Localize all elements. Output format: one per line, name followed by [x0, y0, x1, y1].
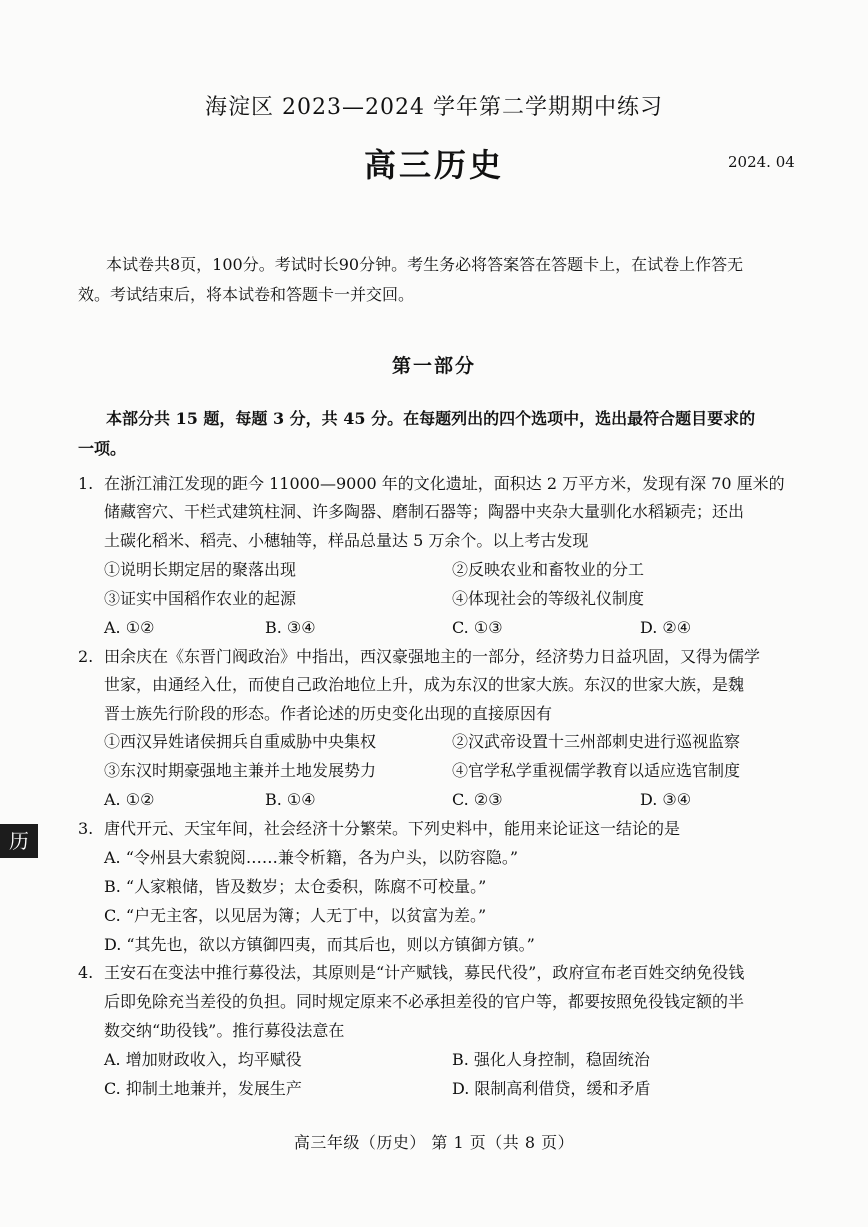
answer-option-c: C. “户无主客，以见居为簿；人无丁中，以贫富为差。” — [104, 906, 487, 925]
subject-side-tab: 历 — [0, 824, 38, 858]
section-intro-line-1: 本部分共 15 题，每题 3 分，共 45 分。在每题列出的四个选项中，选出最符合题目要求的 — [106, 409, 756, 428]
answer-option-c: C. ①③ — [452, 618, 503, 637]
answer-option-c: C. 抑制土地兼并，发展生产 — [104, 1079, 302, 1098]
question-text-line: 田余庆在《东晋门阀政治》中指出，西汉豪强地主的一部分，经济势力日益巩固，又得为儒学 — [104, 647, 761, 666]
answer-option-c: C. ②③ — [452, 790, 503, 809]
statement-item: ①西汉异姓诸侯拥兵自重威胁中央集权 — [104, 732, 377, 751]
question-text-line: 在浙江浦江发现的距今 11000—9000 年的文化遗址，面积达 2 万平方米，发现有深 70 厘米的 — [104, 474, 785, 493]
question-text-line: 数交纳“助役钱”。推行募役法意在 — [104, 1021, 345, 1040]
answer-option-b: B. ①④ — [265, 790, 316, 809]
question-text-line: 储藏窖穴、干栏式建筑柱洞、许多陶器、磨制石器等；陶器中夹杂大量驯化水稻颖壳；还出 — [104, 502, 745, 521]
exam-date: 2024. 04 — [728, 153, 795, 171]
answer-option-d: D. 限制高利借贷，缓和矛盾 — [452, 1079, 651, 1098]
question-number: 3. — [78, 819, 94, 838]
section-intro-line-2: 一项。 — [78, 439, 127, 458]
question-number: 1. — [78, 474, 94, 493]
instructions-line-1: 本试卷共8页，100分。考试时长90分钟。考生务必将答案答在答题卡上，在试卷上作答无 — [106, 255, 744, 274]
exam-header-title: 海淀区 2023—2024 学年第二学期期中练习 — [205, 95, 663, 120]
answer-option-b: B. “人家粮储，皆及数岁；太仓委积，陈腐不可校量。” — [104, 877, 487, 896]
section-title: 第一部分 — [391, 355, 476, 377]
answer-option-d: D. ③④ — [640, 790, 692, 809]
subject-title: 高三历史 — [363, 146, 504, 184]
question-text-line: 晋士族先行阶段的形态。作者论述的历史变化出现的直接原因有 — [104, 704, 553, 723]
answer-option-b: B. ③④ — [265, 618, 316, 637]
question-number: 2. — [78, 647, 94, 666]
answer-option-b: B. 强化人身控制，稳固统治 — [452, 1050, 650, 1069]
statement-item: ①说明长期定居的聚落出现 — [104, 560, 297, 579]
answer-option-d: D. “其先也，欲以方镇御四夷，而其后也，则以方镇御方镇。” — [104, 935, 535, 954]
statement-item: ④官学私学重视儒学教育以适应选官制度 — [452, 761, 741, 780]
answer-option-a: A. ①② — [104, 790, 155, 809]
answer-option-a: A. 增加财政收入，均平赋役 — [104, 1050, 302, 1069]
statement-item: ③东汉时期豪强地主兼并土地发展势力 — [104, 761, 377, 780]
question-text-line: 后即免除充当差役的负担。同时规定原来不必承担差役的官户等，都要按照免役钱定额的半 — [104, 992, 745, 1011]
statement-item: ②汉武帝设置十三州部刺史进行巡视监察 — [452, 732, 741, 751]
answer-option-a: A. ①② — [104, 618, 155, 637]
statement-item: ②反映农业和畜牧业的分工 — [452, 560, 645, 579]
statement-item: ③证实中国稻作农业的起源 — [104, 589, 297, 608]
answer-option-d: D. ②④ — [640, 618, 692, 637]
question-number: 4. — [78, 963, 94, 982]
statement-item: ④体现社会的等级礼仪制度 — [452, 589, 645, 608]
question-text-line: 王安石在变法中推行募役法，其原则是“计产赋钱，募民代役”，政府宣布老百姓交纳免役钱 — [104, 963, 745, 982]
question-text-line: 世家，由通经入仕，而使自己政治地位上升，成为东汉的世家大族。东汉的世家大族，是魏 — [104, 675, 745, 694]
instructions-line-2: 效。考试结束后，将本试卷和答题卡一并交回。 — [78, 285, 415, 304]
question-text-line: 土碳化稻米、稻壳、小穗轴等，样品总量达 5 万余个。以上考古发现 — [104, 531, 589, 550]
question-text-line: 唐代开元、天宝年间，社会经济十分繁荣。下列史料中，能用来论证这一结论的是 — [104, 819, 681, 838]
answer-option-a: A. “令州县大索貌阅……兼令析籍，各为户头，以防容隐。” — [104, 848, 519, 867]
page-footer: 高三年级（历史） 第 1 页（共 8 页） — [293, 1133, 575, 1152]
